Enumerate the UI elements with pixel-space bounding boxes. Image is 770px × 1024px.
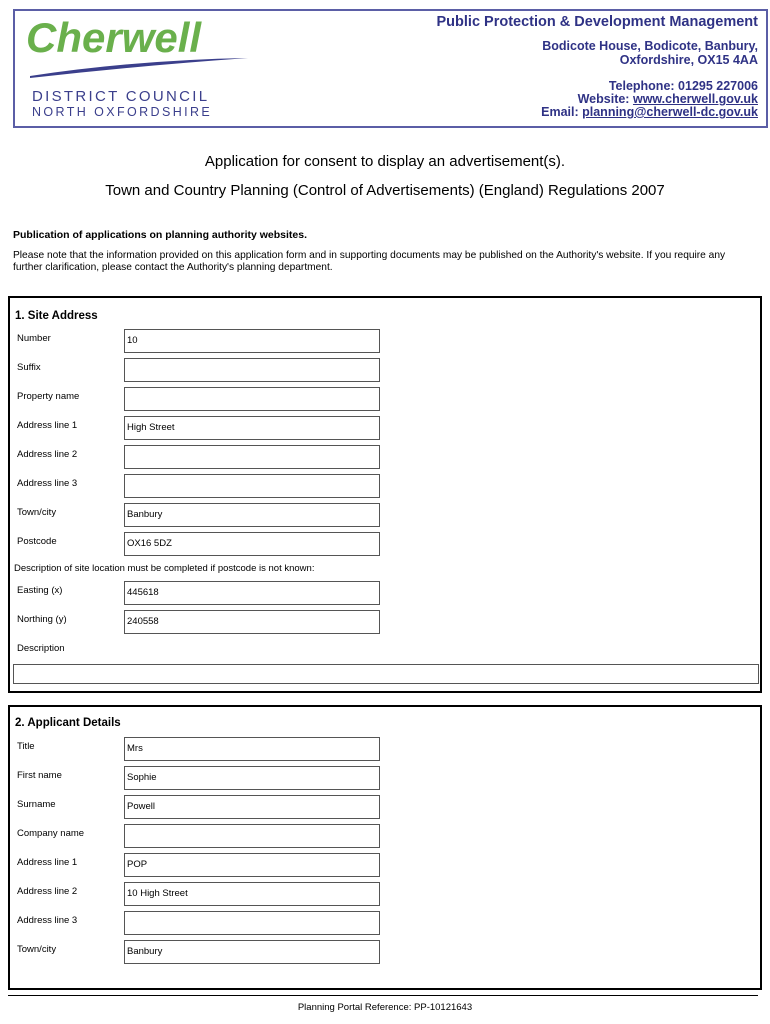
description-label: Description <box>17 643 65 654</box>
section-title: 2. Applicant Details <box>15 717 121 729</box>
address-line1-field[interactable]: POP <box>124 853 380 877</box>
website-line <box>578 92 758 106</box>
surname-field[interactable]: Powell <box>124 795 380 819</box>
email-label: Email: <box>541 105 579 119</box>
address-line3-label: Address line 3 <box>17 478 78 489</box>
northing-field[interactable]: 240558 <box>124 610 380 634</box>
applicant-details-section <box>8 705 762 990</box>
town-label: Town/city <box>17 507 57 518</box>
postcode-label: Postcode <box>17 536 57 547</box>
town-field[interactable]: Banbury <box>124 940 380 964</box>
website-link[interactable]: www.cherwell.gov.uk <box>632 92 758 106</box>
telephone-label: Telephone: <box>608 79 675 93</box>
department-name: Public Protection & Development Management <box>436 14 758 30</box>
number-label: Number <box>17 333 51 344</box>
address-line3-field[interactable] <box>124 474 380 498</box>
description-field[interactable] <box>13 664 759 684</box>
town-field[interactable]: Banbury <box>124 503 380 527</box>
address-line2-field[interactable] <box>124 445 380 469</box>
footer-divider <box>8 995 758 996</box>
suffix-field[interactable] <box>124 358 380 382</box>
council-name-line2: NORTH OXFORDSHIRE <box>32 105 213 119</box>
publication-note: Please note that the information provided on this application form and in supporting documents may be published on the Authority's website. If you require any further clarification, please contact the Authority's planning department. <box>13 250 726 273</box>
address-line2-label: Address line 2 <box>17 886 78 897</box>
property-name-label: Property name <box>17 391 80 402</box>
address-line2: Oxfordshire, OX15 4AA <box>619 53 758 67</box>
property-name-field[interactable] <box>124 387 380 411</box>
suffix-label: Suffix <box>17 362 41 373</box>
northing-label: Northing (y) <box>17 614 67 625</box>
email-line <box>541 105 758 119</box>
form-title: Application for consent to display an advertisement(s). <box>204 153 566 170</box>
town-label: Town/city <box>17 944 57 955</box>
publication-heading: Publication of applications on planning authority websites. <box>13 229 308 241</box>
logo-swoosh-icon <box>26 56 256 80</box>
site-address-section <box>8 296 762 693</box>
telephone-line <box>609 79 758 93</box>
address-line2-label: Address line 2 <box>17 449 78 460</box>
council-logo: Cherwell <box>26 14 202 61</box>
address-line1-label: Address line 1 <box>17 420 78 431</box>
address-line3-field[interactable] <box>124 911 380 935</box>
title-field[interactable]: Mrs <box>124 737 380 761</box>
address-line2-field[interactable]: 10 High Street <box>124 882 380 906</box>
easting-label: Easting (x) <box>17 585 63 596</box>
first-name-label: First name <box>17 770 62 781</box>
company-name-label: Company name <box>17 828 85 839</box>
location-note: Description of site location must be completed if postcode is not known: <box>14 563 315 574</box>
telephone-number: 01295 227006 <box>678 79 758 93</box>
council-name-line1: DISTRICT COUNCIL <box>32 88 210 105</box>
company-name-field[interactable] <box>124 824 380 848</box>
address-line1-label: Address line 1 <box>17 857 78 868</box>
surname-label: Surname <box>17 799 56 810</box>
email-link[interactable]: planning@cherwell-dc.gov.uk <box>582 105 758 119</box>
first-name-field[interactable]: Sophie <box>124 766 380 790</box>
address-line3-label: Address line 3 <box>17 915 78 926</box>
number-field[interactable]: 10 <box>124 329 380 353</box>
address-line1-field[interactable]: High Street <box>124 416 380 440</box>
form-subtitle: Town and Country Planning (Control of Advertisements) (England) Regulations 2007 <box>105 182 665 199</box>
address-line1: Bodicote House, Bodicote, Banbury, <box>542 39 758 53</box>
postcode-field[interactable]: OX16 5DZ <box>124 532 380 556</box>
easting-field[interactable]: 445618 <box>124 581 380 605</box>
section-title: 1. Site Address <box>15 310 98 322</box>
title-label: Title <box>17 741 35 752</box>
website-label: Website: <box>577 92 630 106</box>
portal-reference: Planning Portal Reference: PP-10121643 <box>297 1002 473 1013</box>
